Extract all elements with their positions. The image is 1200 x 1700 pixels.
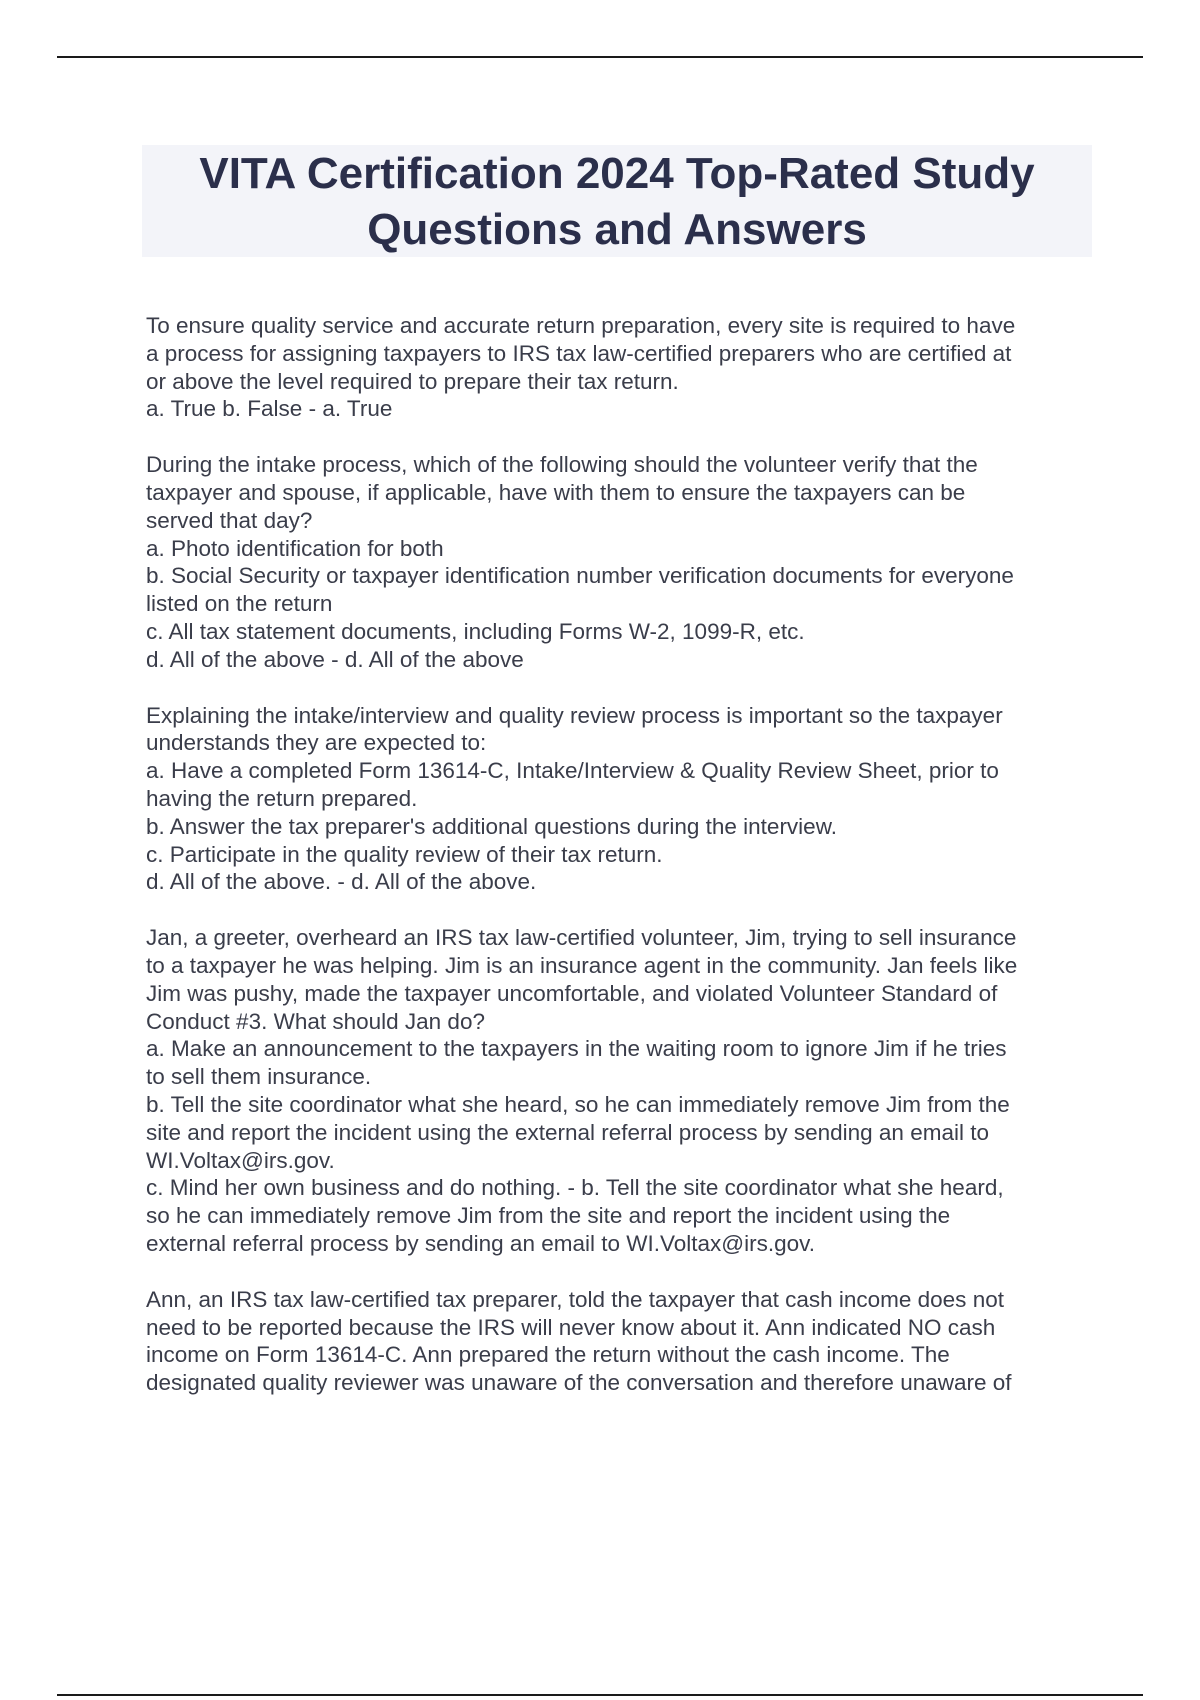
text-line: Explaining the intake/interview and quality review process is important so the taxpayer: [146, 702, 1003, 728]
text-line: a. Have a completed Form 13614-C, Intake/Interview & Quality Review Sheet, prior to: [146, 758, 999, 784]
text-line: c. Mind her own business and do nothing. - b. Tell the site coordinator what she heard,: [146, 1175, 1004, 1201]
qa-block: [146, 1286, 1086, 1397]
text-line: To ensure quality service and accurate return preparation, every site is required to have: [146, 313, 1016, 338]
text-line: c. Participate in the quality review of their tax return.: [146, 841, 663, 867]
text-line: external referral process by sending an email to WI.Voltax@irs.gov.: [146, 1230, 815, 1256]
text-line: WI.Voltax@irs.gov.: [146, 1147, 335, 1173]
text-line: served that day?: [146, 507, 313, 533]
title-line-1: VITA Certification 2024 Top-Rated Study: [199, 149, 1035, 198]
text-line: listed on the return: [146, 591, 333, 617]
text-line: Conduct #3. What should Jan do?: [146, 1008, 485, 1034]
text-line: designated quality reviewer was unaware of the conversation and therefore unaware of: [146, 1370, 1012, 1396]
text-line: or above the level required to prepare their tax return.: [146, 368, 679, 394]
text-line: a. Make an announcement to the taxpayers in the waiting room to ignore Jim if he tries: [146, 1036, 1007, 1062]
bottom-rule: [57, 1694, 1143, 1696]
text-line: income on Form 13614-C. Ann prepared the return without the cash income. The: [146, 1342, 950, 1368]
text-line: a. Photo identification for both: [146, 535, 444, 561]
text-line: site and report the incident using the external referral process by sending an email to: [146, 1119, 989, 1145]
text-line: c. All tax statement documents, including Forms W-2, 1099-R, etc.: [146, 618, 805, 644]
top-rule: [57, 56, 1143, 58]
title-line-2: Questions and Answers: [367, 205, 867, 254]
text-line: d. All of the above. - d. All of the above.: [146, 869, 537, 895]
text-line: d. All of the above - d. All of the above: [146, 646, 524, 672]
text-line: b. Social Security or taxpayer identification number verification documents for everyone: [146, 563, 1014, 589]
text-line: b. Answer the tax preparer's additional questions during the interview.: [146, 813, 837, 839]
qa-block: [146, 702, 1086, 897]
text-line: need to be reported because the IRS will never know about it. Ann indicated NO cash: [146, 1314, 996, 1340]
text-line: to sell them insurance.: [146, 1064, 372, 1090]
text-line: Ann, an IRS tax law-certified tax preparer, told the taxpayer that cash income does not: [146, 1286, 1004, 1312]
text-line: understands they are expected to:: [146, 730, 487, 756]
qa-block: [146, 451, 1086, 673]
qa-block: [146, 312, 1086, 423]
text-line: Jim was pushy, made the taxpayer uncomfortable, and violated Volunteer Standard of: [146, 980, 998, 1006]
text-line: a. True b. False - a. True: [146, 396, 393, 422]
document-body: [146, 312, 1086, 1425]
text-line: Jan, a greeter, overheard an IRS tax law-certified volunteer, Jim, trying to sell insurance: [146, 925, 1017, 951]
text-line: b. Tell the site coordinator what she heard, so he can immediately remove Jim from the: [146, 1091, 1010, 1117]
text-line: During the intake process, which of the following should the volunteer verify that the: [146, 452, 978, 478]
qa-block: [146, 924, 1086, 1258]
text-line: taxpayer and spouse, if applicable, have with them to ensure the taxpayers can be: [146, 479, 966, 505]
text-line: to a taxpayer he was helping. Jim is an insurance agent in the community. Jan feels like: [146, 952, 1018, 978]
document-title: [142, 146, 1092, 258]
text-line: so he can immediately remove Jim from the site and report the incident using the: [146, 1203, 951, 1229]
text-line: a process for assigning taxpayers to IRS tax law-certified preparers who are certified at: [146, 340, 1012, 366]
text-line: having the return prepared.: [146, 785, 418, 811]
